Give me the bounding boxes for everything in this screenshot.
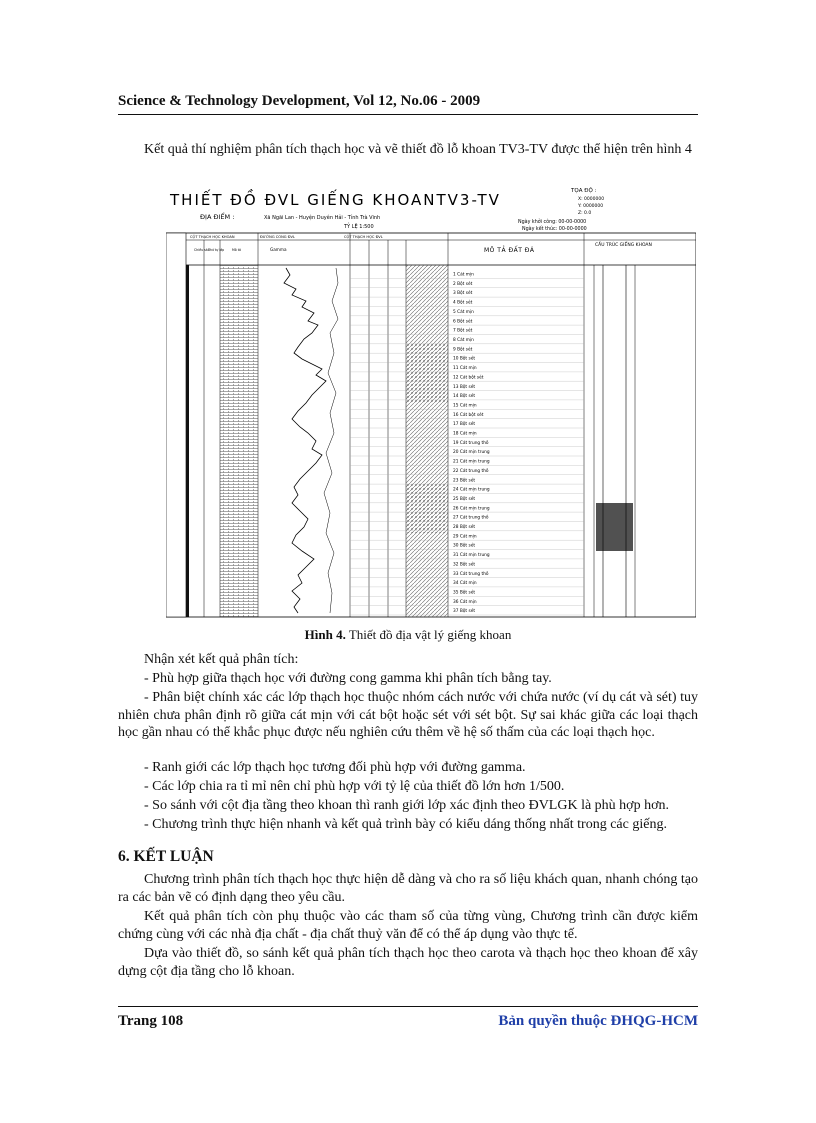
log-lithology-column (406, 265, 448, 617)
layer-description: 28 Bột sét (453, 525, 476, 530)
journal-header: Science & Technology Development, Vol 12, No.06 - 2009 (118, 93, 481, 109)
depth-ruler (186, 265, 189, 617)
layer-description: 8 Cát mịn (453, 338, 474, 343)
header-core-lithology: CỘT THẠCH HỌC KHOAN (190, 235, 235, 239)
conclusion-paragraph-3: Dựa vào thiết đồ, so sánh kết quả phân tích thạch học theo carota và thạch học theo khoan để xây dựng cột địa tầng cho lỗ khoan. (118, 946, 698, 979)
gamma-curve (284, 268, 326, 613)
layer-description: 34 Cát mịn (453, 581, 477, 587)
layer-description: 19 Cát trung thô (453, 440, 489, 446)
coords-label: TỌA ĐỘ : (571, 188, 597, 194)
header-gamma: Gamma (270, 247, 287, 252)
layer-description: 36 Cát mịn (453, 599, 477, 605)
layer-description: 33 Cát trung thô (453, 571, 489, 577)
location-value: Xã Ngãi Lan - Huyện Duyên Hải - Tỉnh Trà Vinh (264, 215, 381, 221)
conclusion-paragraph-1: Chương trình phân tích thạch học thực hiện dễ dàng và cho ra số liệu khách quan, nhanh chóng tạo ra các bản vẽ có định dạng theo yêu cầu. (118, 872, 698, 905)
layer-description: 35 Bột sét (453, 590, 476, 596)
remarks-intro: Nhận xét kết quả phân tích: (144, 652, 299, 667)
layer-description: 9 Bột sét (453, 347, 473, 353)
caption-label: Hình 4. (304, 627, 346, 642)
depth-column (166, 233, 186, 617)
layer-description: 16 Cát bột sét (453, 412, 484, 418)
figure-caption (118, 627, 698, 643)
location-label: ĐỊA ĐIỂM : (200, 213, 235, 221)
header-sub-order: Thứ tự lớp (208, 248, 225, 252)
layer-description: 30 Bột sét (453, 543, 476, 549)
intro-paragraph: Kết quả thí nghiệm phân tích thạch học và vẽ thiết đồ lỗ khoan TV3-TV được thể hiện trên hình 4 (144, 142, 692, 157)
remark-3: - Ranh giới các lớp thạch học tương đối phù hợp với đường gamma. (144, 760, 526, 775)
header-logs: ĐƯỜNG CONG ĐVL (260, 235, 295, 239)
layer-description: 14 Bột sét (453, 394, 476, 400)
log-lithology-sand (406, 343, 448, 403)
layer-description: 13 Bột sét (453, 384, 476, 390)
header-sub-description: Mô tả (232, 248, 241, 252)
layer-description: 3 Bột sét (453, 291, 473, 297)
layer-description: 11 Cát mịn (453, 366, 477, 372)
layer-description: 24 Cát mịn trung (453, 487, 490, 493)
end-date: Ngày kết thúc: 00-00-0000 (522, 227, 587, 232)
coord-x: X: 0000000 (578, 197, 605, 202)
layer-description: 10 Bột sét (453, 356, 476, 362)
remark-4: - Các lớp chia ra tỉ mỉ nên chỉ phù hợp với tỷ lệ của thiết đồ lớn hơn 1/500. (144, 779, 565, 794)
header-rock-description: MÔ TẢ ĐẤT ĐÁ (484, 247, 535, 254)
remark-2: - Phân biệt chính xác các lớp thạch học thuộc nhóm cách nước với chứa nước (ví dụ cát và sét) tuy nhiên chưa phân định rõ giữa cát mịn với cát bột hoặc sét với sét bột. Sự sai khác giữa các loại thạch học gần nhau có thể khắc phục được nếu nghiên cứu thêm về hệ số thấm của các loại thạch học. (118, 690, 698, 740)
layer-description: 5 Cát mịn (453, 310, 474, 315)
layer-description: 12 Cát bột sét (453, 375, 484, 381)
footer-divider (118, 1006, 698, 1007)
coord-y: Y: 0000000 (578, 204, 604, 209)
well-log-figure (166, 183, 696, 618)
conclusion-heading: 6. KẾT LUẬN (118, 848, 214, 865)
well-screen (596, 503, 633, 551)
layer-description: 7 Bột sét (453, 328, 473, 334)
copyright: Bản quyền thuộc ĐHQG-HCM (498, 1013, 698, 1029)
layer-description: 32 Bột sét (453, 562, 476, 568)
layer-description: 25 Bột sét (453, 497, 476, 502)
layer-description: 23 Bột sét (453, 478, 476, 484)
header-divider (118, 114, 698, 115)
layer-description: 1 Cát mịn (453, 272, 474, 278)
layer-description: 26 Cát mịn trung (453, 506, 490, 512)
layer-description: 6 Bột sét (453, 319, 473, 325)
layer-description: 29 Cát mịn (453, 534, 477, 540)
layer-descriptions (453, 271, 490, 615)
layer-description: 15 Cát mịn (453, 403, 477, 409)
remark-1: - Phù hợp giữa thạch học với đường cong gamma khi phân tích bằng tay. (144, 671, 552, 686)
layer-description: 18 Cát mịn (453, 431, 477, 437)
layer-description: 17 Bột sét (453, 422, 476, 428)
layer-description: 4 Bột sét (453, 300, 473, 306)
layer-description: 27 Cát trung thô (453, 515, 489, 521)
coord-z: Z: 0.0 (578, 211, 592, 216)
header-well-structure: CẤU TRÚC GIẾNG KHOAN (595, 243, 652, 248)
layer-description: 2 Bột sét (453, 281, 473, 287)
resistivity-curve (324, 268, 338, 613)
scale-label: TỶ LỆ 1:500 (344, 224, 374, 230)
header-log-lithology: CỘT THẠCH HỌC ĐVL (344, 235, 383, 239)
layer-description: 31 Cát mịn trung (453, 553, 490, 559)
layer-description: 20 Cát mịn trung (453, 450, 490, 456)
start-date: Ngày khởi công: 00-00-0000 (518, 220, 587, 225)
layer-description: 22 Cát trung thô (453, 468, 489, 474)
log-lithology-sand-2 (406, 483, 448, 533)
remark-5: - So sánh với cột địa tầng theo khoan thì ranh giới lớp xác định theo ĐVLGK là phù hợp hơn. (144, 798, 669, 813)
conclusion-paragraph-2: Kết quả phân tích còn phụ thuộc vào các tham số của từng vùng, Chương trình cần được kiểm chứng cùng với các nhà địa chất - địa chất thuỷ văn để có thể áp dụng vào thực tế. (118, 909, 698, 942)
header-sub-depth: Chiều sâu (194, 248, 210, 252)
layer-description: 21 Cát mịn trung (453, 459, 490, 465)
caption-text: Thiết đồ địa vật lý giếng khoan (348, 627, 512, 642)
core-lithology-column (220, 265, 258, 617)
layer-description: 37 Bột sét (453, 609, 476, 615)
page-number: Trang 108 (118, 1013, 184, 1029)
remark-6: - Chương trình thực hiện nhanh và kết quả trình bày có kiểu dáng thống nhất trong các giếng. (144, 817, 667, 832)
figure-title: THIẾT ĐỒ ĐVL GIẾNG KHOANTV3-TV (170, 191, 501, 209)
